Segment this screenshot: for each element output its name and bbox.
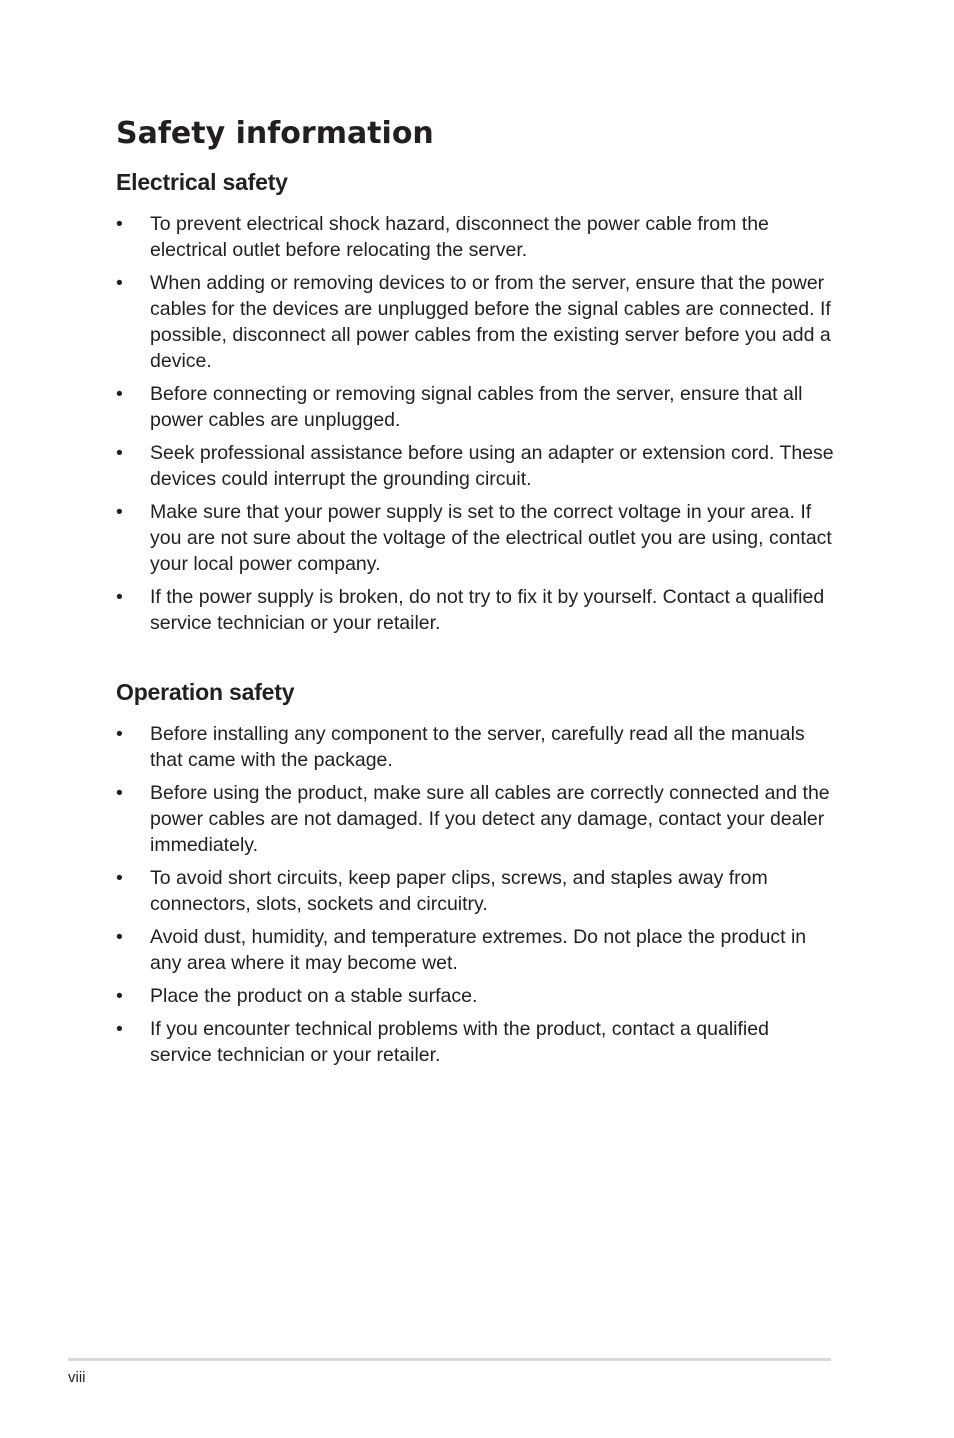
bullet-icon: •	[116, 501, 123, 523]
list-item	[116, 865, 836, 917]
bullet-icon: •	[116, 867, 123, 889]
list-item-text: To avoid short circuits, keep paper clips, screws, and staples away from connectors, slots, sockets and circuitry.	[150, 867, 768, 915]
list-item-text: Seek professional assistance before using an adapter or extension cord. These devices could interrupt the grounding circuit.	[150, 442, 834, 490]
bullet-icon: •	[116, 442, 123, 464]
list-item-text: Before using the product, make sure all cables are correctly connected and the power cables are not damaged. If you detect any damage, contact your dealer immediately.	[150, 782, 830, 856]
list-item	[116, 721, 836, 773]
page-title: Safety information	[116, 116, 434, 151]
electrical-safety-list	[116, 211, 836, 643]
list-item-text: When adding or removing devices to or from the server, ensure that the power cables for the devices are unplugged before the signal cables are connected. If possible, disconnect all power cables from the existing server before you add a device.	[150, 272, 831, 372]
operation-safety-list	[116, 721, 836, 1075]
bullet-icon: •	[116, 272, 123, 294]
list-item	[116, 924, 836, 976]
list-item	[116, 270, 836, 374]
electrical-safety-heading: Electrical safety	[116, 169, 288, 195]
bullet-icon: •	[116, 383, 123, 405]
bullet-icon: •	[116, 782, 123, 804]
bullet-icon: •	[116, 586, 123, 608]
bullet-icon: •	[116, 926, 123, 948]
list-item-text: To prevent electrical shock hazard, disconnect the power cable from the electrical outlet before relocating the server.	[150, 213, 769, 261]
list-item-text: Before installing any component to the server, carefully read all the manuals that came with the package.	[150, 723, 805, 771]
list-item-text: Make sure that your power supply is set to the correct voltage in your area. If you are not sure about the voltage of the electrical outlet you are using, contact your local power company.	[150, 501, 832, 575]
list-item	[116, 983, 836, 1009]
list-item	[116, 440, 836, 492]
bullet-icon: •	[116, 213, 123, 235]
operation-safety-heading: Operation safety	[116, 679, 295, 705]
list-item-text: Place the product on a stable surface.	[150, 985, 478, 1007]
footer-divider	[68, 1358, 831, 1361]
bullet-icon: •	[116, 1018, 123, 1040]
list-item-text: Avoid dust, humidity, and temperature extremes. Do not place the product in any area where it may become wet.	[150, 926, 807, 974]
list-item	[116, 499, 836, 577]
bullet-icon: •	[116, 985, 123, 1007]
list-item-text: Before connecting or removing signal cables from the server, ensure that all power cables are unplugged.	[150, 383, 803, 431]
list-item	[116, 381, 836, 433]
list-item-text: If the power supply is broken, do not try to fix it by yourself. Contact a qualified service technician or your retailer.	[150, 586, 825, 634]
list-item	[116, 780, 836, 858]
list-item-text: If you encounter technical problems with the product, contact a qualified service technician or your retailer.	[150, 1018, 769, 1066]
list-item	[116, 1016, 836, 1068]
list-item	[116, 584, 836, 636]
page-number: viii	[68, 1369, 86, 1386]
bullet-icon: •	[116, 723, 123, 745]
list-item	[116, 211, 836, 263]
